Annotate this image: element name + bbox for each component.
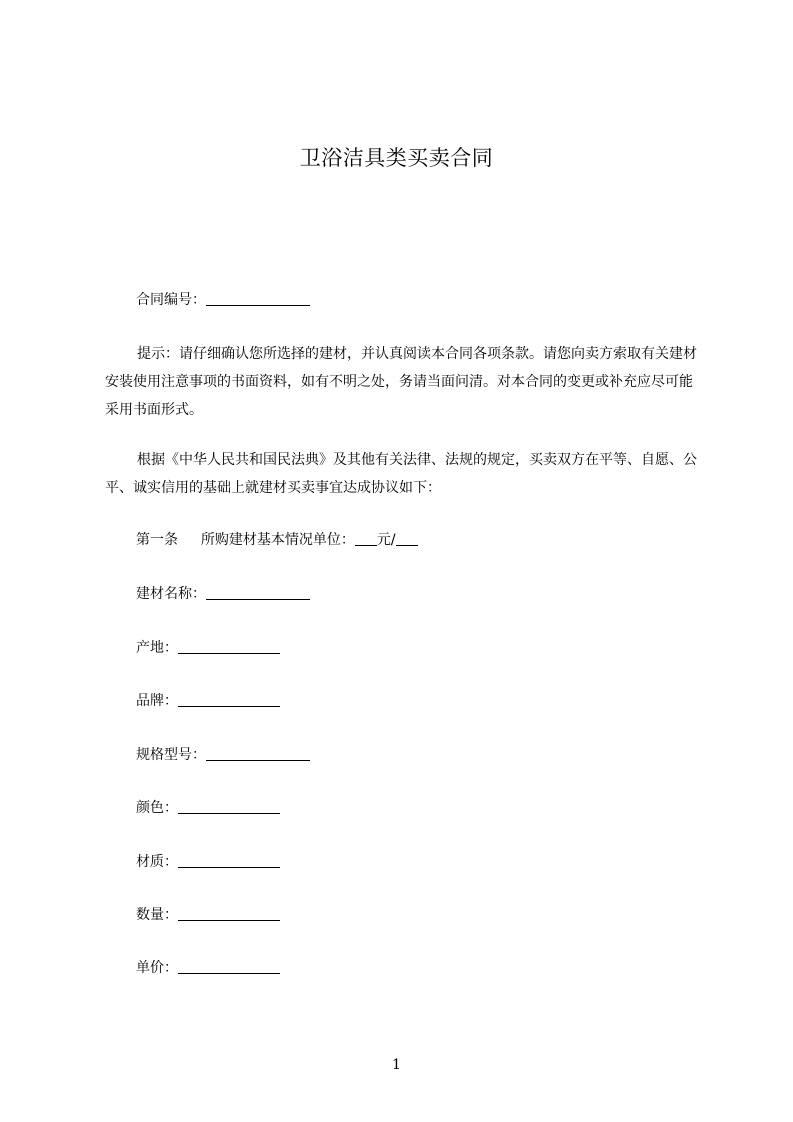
material-blank[interactable] bbox=[178, 853, 280, 868]
unit-price-row bbox=[136, 958, 280, 978]
material-name-label: 建材名称： bbox=[136, 586, 206, 602]
document-title: 卫浴洁具类买卖合同 bbox=[299, 146, 494, 170]
contract-number-blank[interactable] bbox=[206, 291, 310, 306]
quantity-label: 数量： bbox=[136, 907, 178, 923]
article-1-heading: 所购建材基本情况单位： bbox=[200, 532, 355, 548]
basis-paragraph: 根据《中华人民共和国民法典》及其他有关法律、法规的规定，买卖双方在平等、自愿、公平、诚实信用的基础上就建材买卖事宜达成协议如下： bbox=[105, 452, 697, 496]
origin-row bbox=[136, 638, 280, 658]
unit-price-blank[interactable] bbox=[178, 959, 280, 974]
unit-price-label: 单价： bbox=[136, 960, 178, 976]
brand-label: 品牌： bbox=[136, 693, 178, 709]
origin-label: 产地： bbox=[136, 640, 178, 656]
contract-number-label: 合同编号： bbox=[136, 292, 206, 308]
brand-row bbox=[136, 691, 280, 711]
contract-number-row bbox=[136, 290, 310, 310]
color-row bbox=[136, 798, 280, 818]
model-label: 规格型号： bbox=[136, 747, 206, 763]
material-row bbox=[136, 852, 280, 872]
notice-paragraph: 提示：请仔细确认您所选择的建材，并认真阅读本合同各项条款。请您向卖方索取有关建材安装使用注意事项的书面资料，如有不明之处，务请当面问清。对本合同的变更或补充应尽可能采用书面形式。 bbox=[105, 346, 697, 418]
unit-currency: 元/ bbox=[376, 532, 396, 548]
unit-measure-blank[interactable] bbox=[396, 531, 418, 546]
brand-blank[interactable] bbox=[178, 692, 280, 707]
quantity-blank[interactable] bbox=[178, 906, 280, 921]
material-label: 材质： bbox=[136, 854, 178, 870]
article-1-row bbox=[136, 530, 418, 550]
quantity-row bbox=[136, 905, 280, 925]
model-blank[interactable] bbox=[206, 746, 310, 761]
model-row bbox=[136, 745, 310, 765]
color-blank[interactable] bbox=[178, 799, 280, 814]
page-number: 1 bbox=[392, 1057, 401, 1073]
unit-price-amount-blank[interactable] bbox=[355, 531, 377, 546]
origin-blank[interactable] bbox=[178, 639, 280, 654]
color-label: 颜色： bbox=[136, 800, 178, 816]
material-name-blank[interactable] bbox=[206, 585, 310, 600]
material-name-row bbox=[136, 584, 310, 604]
article-1-label: 第一条 bbox=[136, 532, 178, 548]
